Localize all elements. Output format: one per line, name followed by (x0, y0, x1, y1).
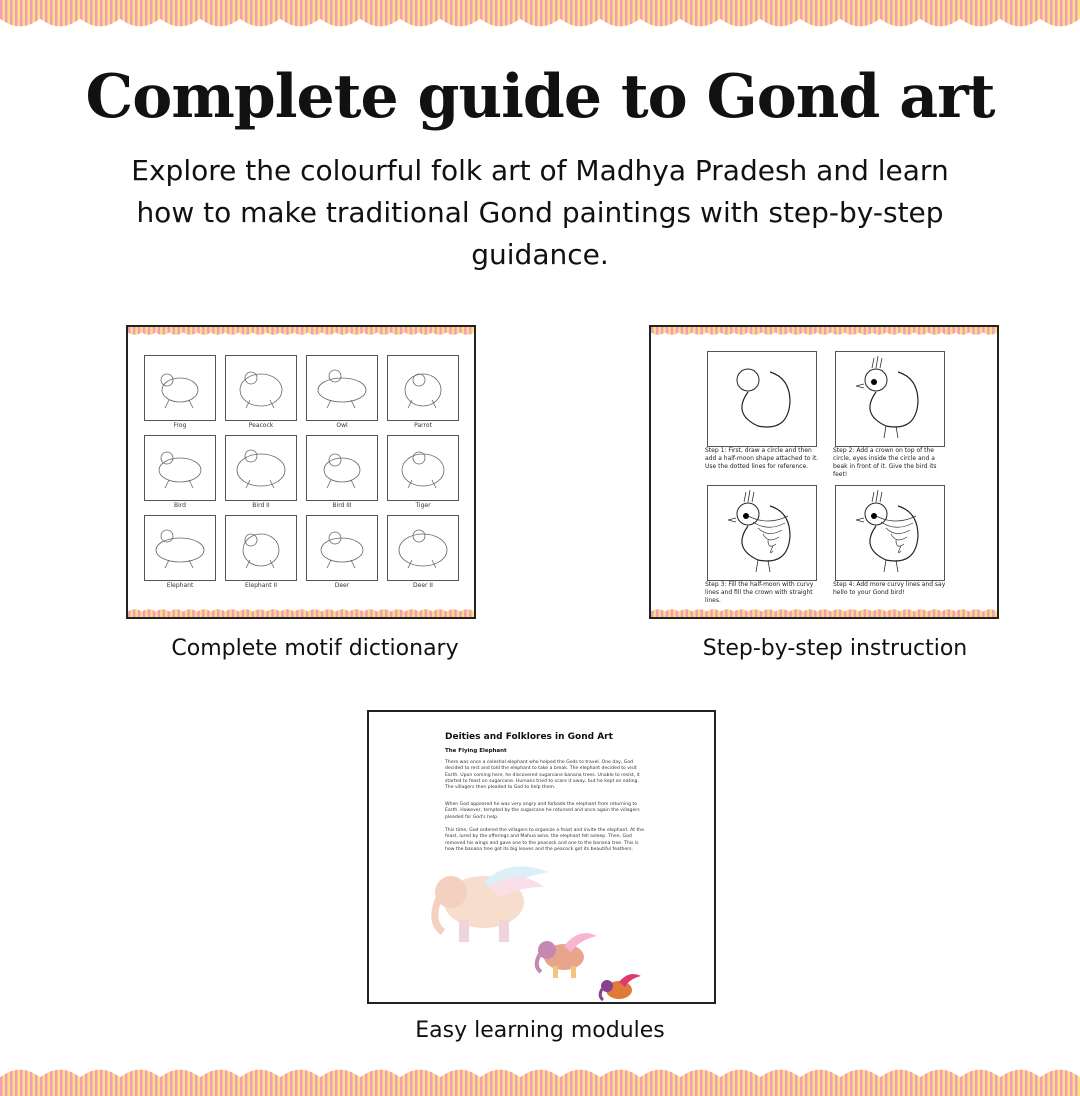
motif-drawing (225, 355, 297, 421)
step-instruction-preview[interactable] (649, 325, 999, 619)
learning-module-preview[interactable] (367, 710, 716, 1004)
motif-drawing (144, 435, 216, 501)
elephant-small-icon (600, 974, 641, 1000)
motif-item (225, 515, 297, 595)
motif-item (387, 435, 459, 515)
step-text: Step 4: Add more curvy lines and say hello to your Gond bird! (833, 581, 946, 596)
step-text: Step 2: Add a crown on top of the circle, eyes inside the circle and a beak in front of it. Give the bird its feet! (833, 447, 937, 478)
motif-item (387, 355, 459, 435)
flying-elephants-illustration (429, 862, 659, 1002)
motif-item (225, 355, 297, 435)
card-top-border (651, 327, 997, 337)
motif-label: Bird (174, 502, 186, 509)
top-decorative-border (0, 0, 1080, 34)
motif-label: Elephant II (244, 582, 278, 589)
motif-label: Bird III (332, 502, 352, 509)
elephant-medium-icon (537, 933, 597, 978)
page-title: Complete guide to Gond art (85, 62, 995, 132)
page-subtitle: Explore the colourful folk art of Madhya Pradesh and learn how to make traditional Gond paintings with step-by-step guidance. (131, 154, 949, 271)
step-drawing (707, 351, 817, 447)
learning-module-caption: Easy learning modules (415, 1018, 665, 1043)
motif-item (306, 435, 378, 515)
step-item (707, 351, 821, 491)
step-text: Step 1: First, draw a circle and then add a half-moon shape attached to it. Use the dotted lines for reference. (705, 447, 819, 470)
step-item (835, 351, 949, 491)
motif-drawing (387, 515, 459, 581)
motif-item (144, 355, 216, 435)
module-heading: Deities and Folklores in Gond Art (445, 732, 613, 742)
motif-drawing (306, 355, 378, 421)
step-item (707, 485, 821, 619)
motif-label: Peacock (248, 422, 274, 429)
motif-drawing (306, 435, 378, 501)
module-paragraph: When God appeared he was very angry and forbade the elephant from returning to Earth. However, tempted by the sugarcane he returned and once again the villagers pleaded for God's help. (445, 802, 640, 820)
step-text: Step 3: Fill the half-moon with curvy lines and fill the crown with straight lines. (705, 581, 814, 604)
bottom-decorative-border (0, 1062, 1080, 1096)
motif-drawing (306, 515, 378, 581)
motif-label: Deer (334, 582, 350, 589)
motif-item (144, 435, 216, 515)
motif-item (225, 435, 297, 515)
card-bottom-border (128, 607, 474, 617)
motif-drawing (387, 435, 459, 501)
module-story-title: The Flying Elephant (445, 748, 507, 754)
motif-label: Elephant (166, 582, 194, 589)
motif-drawing (387, 355, 459, 421)
motif-item (306, 515, 378, 595)
module-paragraph: This time, God ordered the villagers to organize a feast and invite the elephant. At the feast, lured by the offerings and Mahua wine, the elephant fell asleep. Then, God removed his wings and gave one to the peacock and one to the banana tree. This is how the banana tree got its big leaves and the peacock got its beautiful feathers. (445, 828, 645, 852)
motif-item (387, 515, 459, 595)
motif-drawing (225, 515, 297, 581)
step-drawing (707, 485, 817, 581)
card-top-border (128, 327, 474, 337)
motif-item (306, 355, 378, 435)
motif-label: Frog (173, 422, 187, 429)
module-paragraph: There was once a celestial elephant who helped the Gods to travel. One day, God decided to rest and told the elephant to take a break. The elephant decided to visit Earth. Upon coming here, he discovered sugarcane banana trees. Unable to resist, it started to feast on sugarcane. Humans tried to scare it away, but he kept on eating. The villagers then pleaded to God to help them. (445, 760, 640, 791)
motif-dictionary-caption: Complete motif dictionary (171, 636, 459, 661)
motif-drawing (144, 355, 216, 421)
motif-label: Parrot (414, 422, 432, 429)
motif-dictionary-preview[interactable] (126, 325, 476, 619)
motif-label: Tiger (415, 502, 431, 509)
step-drawing (835, 485, 945, 581)
motif-label: Owl (336, 422, 348, 429)
card-bottom-border (651, 607, 997, 617)
elephant-large-icon (435, 866, 549, 942)
step-drawing (835, 351, 945, 447)
motif-item (144, 515, 216, 595)
motif-drawing (225, 435, 297, 501)
motif-drawing (144, 515, 216, 581)
step-instruction-caption: Step-by-step instruction (702, 636, 968, 661)
motif-label: Bird II (252, 502, 270, 509)
step-item (835, 485, 949, 619)
motif-label: Deer II (413, 582, 433, 589)
